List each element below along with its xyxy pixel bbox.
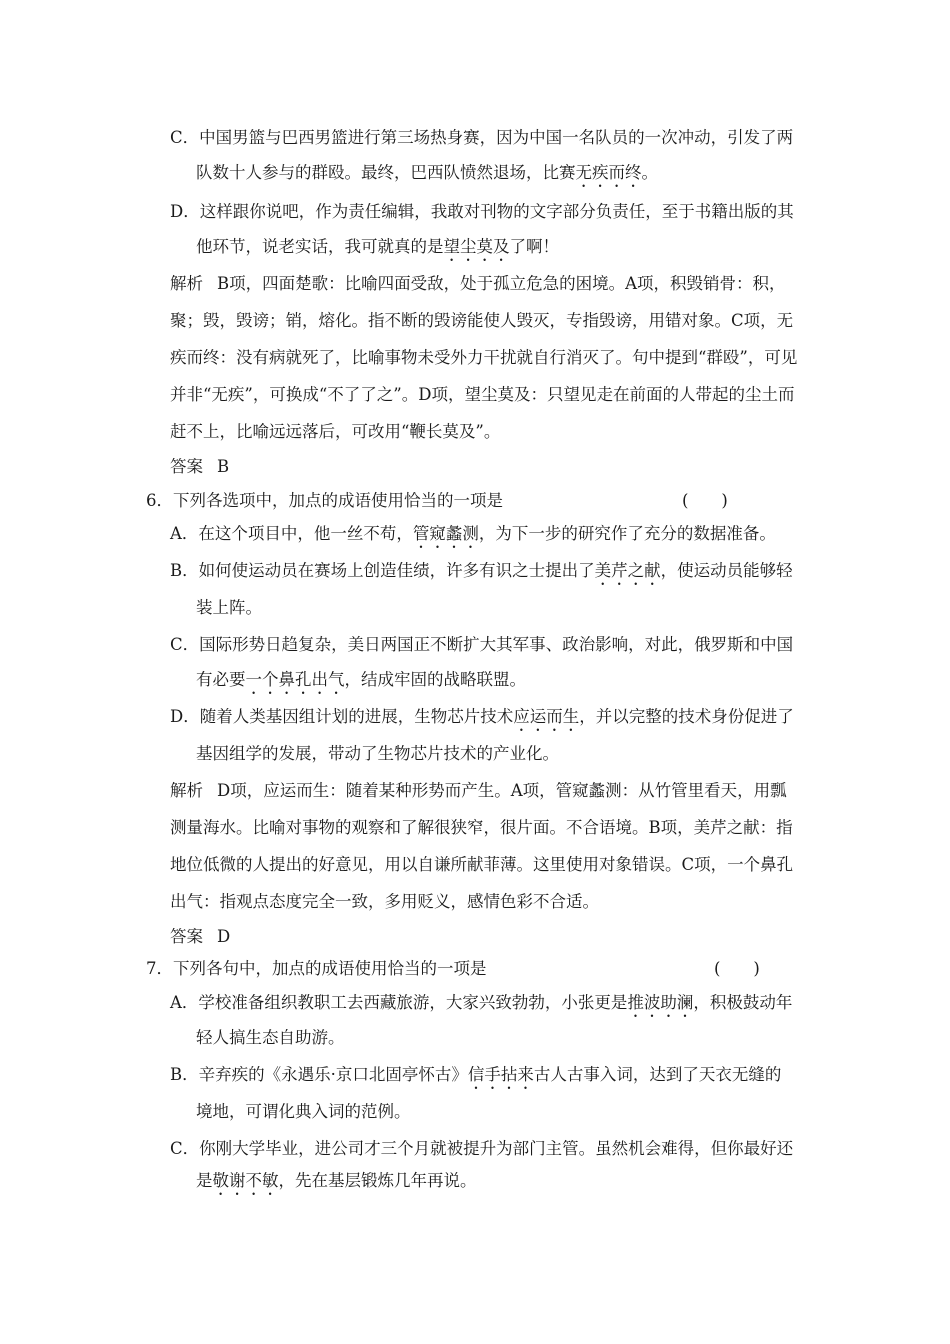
q6-analysis-line2: 测量海水。比喻对事物的观察和了解很狭窄，很片面。不合语境。B项，美芹之献：指 xyxy=(170,818,793,837)
q6-option-d-line1: D．随着人类基因组计划的进展，生物芯片技术应运而生，并以完整的技术身份促进了 xyxy=(170,707,794,726)
q7-option-b-label: B． xyxy=(170,1065,199,1084)
q5-analysis-line1: 解析 B项，四面楚歌：比喻四面受敌，处于孤立危急的困境。A项，积毁销骨：积， xyxy=(170,274,786,293)
q6-answer xyxy=(170,926,230,948)
q6-option-b-line1: B．如何使运动员在赛场上创造佳绩，许多有识之士提出了美芹之献，使运动员能够轻 xyxy=(170,561,793,580)
q7-option-c-label: C． xyxy=(170,1139,200,1158)
q6-answer-value: D xyxy=(217,927,231,946)
emphasized-idiom: 敬谢不敏 xyxy=(212,1171,279,1190)
q6-number: 6． xyxy=(146,491,173,510)
q5-option-c-line2: 队数十人参与的群殴。最终，巴西队愤然退场，比赛无疾而终。 xyxy=(196,163,658,182)
q5-answer-value: B xyxy=(217,457,230,476)
emphasized-idiom: 信手拈来 xyxy=(467,1065,534,1084)
q7-option-b-line1: B．辛弃疾的《永遇乐·京口北固亭怀古》信手拈来古人古事入词，达到了天衣无缝的 xyxy=(170,1065,782,1084)
q7-number: 7． xyxy=(146,959,173,978)
q6-option-c-line2: 有必要一个鼻孔出气，结成牢固的战略联盟。 xyxy=(196,670,526,689)
emphasized-idiom: 应运而生 xyxy=(513,707,580,726)
q7-option-c-line2: 是敬谢不敏，先在基层锻炼几年再说。 xyxy=(196,1171,477,1190)
q5-answer xyxy=(170,456,229,478)
q7-option-b-line2: 境地，可谓化典入词的范例。 xyxy=(196,1102,411,1121)
q7-stem: 7．下列各句中，加点的成语使用恰当的一项是 xyxy=(146,959,487,978)
q6-option-d-label: D． xyxy=(170,707,200,726)
q6-option-a: A．在这个项目中，他一丝不苟，管窥蠡测，为下一步的研究作了充分的数据准备。 xyxy=(170,524,776,543)
q6-analysis-line1: 解析 D项，应运而生：随着某种形势而产生。A项，管窥蠡测：从竹管里看天，用瓢 xyxy=(170,781,787,800)
q6-option-b-label: B． xyxy=(170,561,199,580)
q6-analysis-label: 解析 xyxy=(170,781,203,800)
q5-option-d-label: D． xyxy=(170,202,200,221)
emphasized-idiom: 美芹之献 xyxy=(594,561,661,580)
q6-answer-label: 答案 xyxy=(170,927,203,946)
q7-option-a-line2: 轻人搞生态自助游。 xyxy=(196,1028,345,1047)
q5-answer-label: 答案 xyxy=(170,457,203,476)
q6-analysis-line4: 出气：指观点态度完全一致，多用贬义，感情色彩不合适。 xyxy=(170,892,599,911)
q6-option-c-line1: C．国际形势日趋复杂，美日两国正不断扩大其军事、政治影响，对此，俄罗斯和中国 xyxy=(170,635,794,654)
q7-option-c-line1: C．你刚大学毕业，进公司才三个月就被提升为部门主管。虽然机会难得，但你最好还 xyxy=(170,1139,794,1158)
q7-option-a-label: A． xyxy=(170,993,199,1012)
q5-option-d-line2: 他环节，说老实话，我可就真的是望尘莫及了啊！ xyxy=(196,237,559,256)
q6-option-d-line2: 基因组学的发展，带动了生物芯片技术的产业化。 xyxy=(196,744,559,763)
q5-analysis-line5: 赶不上，比喻远远落后，可改用“鞭长莫及”。 xyxy=(170,422,501,441)
q5-option-d-line1: D．这样跟你说吧，作为责任编辑，我敢对刊物的文字部分负责任，至于书籍出版的其 xyxy=(170,202,794,221)
emphasized-idiom: 管窥蠡测 xyxy=(412,524,479,543)
q6-answer-blank: ( ) xyxy=(682,491,728,510)
q5-analysis-label: 解析 xyxy=(170,274,203,293)
q5-analysis-line3: 疾而终：没有病就死了，比喻事物未受外力干扰就自行消灭了。句中提到“群殴”，可见 xyxy=(170,348,798,367)
emphasized-idiom: 推波助澜 xyxy=(627,993,694,1012)
q7-answer-blank: ( ) xyxy=(714,959,760,978)
q7-option-a-line1: A．学校准备组织教职工去西藏旅游，大家兴致勃勃，小张更是推波助澜，积极鼓动年 xyxy=(170,993,793,1012)
q5-option-c-line1: C．中国男篮与巴西男篮进行第三场热身赛，因为中国一名队员的一次冲动，引发了两 xyxy=(170,128,794,147)
emphasized-idiom: 无疾而终 xyxy=(575,163,642,182)
q5-analysis-line2: 聚；毁，毁谤；销，熔化。指不断的毁谤能使人毁灭，专指毁谤，用错对象。C项，无 xyxy=(170,311,794,330)
q6-option-b-line2: 装上阵。 xyxy=(196,598,262,617)
q6-option-c-label: C． xyxy=(170,635,200,654)
emphasized-idiom: 一个鼻孔出气 xyxy=(245,670,345,689)
q5-option-c-label: C． xyxy=(170,128,200,147)
emphasized-idiom: 望尘莫及 xyxy=(443,237,510,256)
q6-option-a-label: A． xyxy=(170,524,199,543)
q6-stem: 6．下列各选项中，加点的成语使用恰当的一项是 xyxy=(146,491,503,510)
q5-analysis-line4: 并非“无疾”，可换成“不了了之”。D项，望尘莫及：只望见走在前面的人带起的尘土而 xyxy=(170,385,795,404)
q6-analysis-line3: 地位低微的人提出的好意见，用以自谦所献菲薄。这里使用对象错误。C项，一个鼻孔 xyxy=(170,855,794,874)
